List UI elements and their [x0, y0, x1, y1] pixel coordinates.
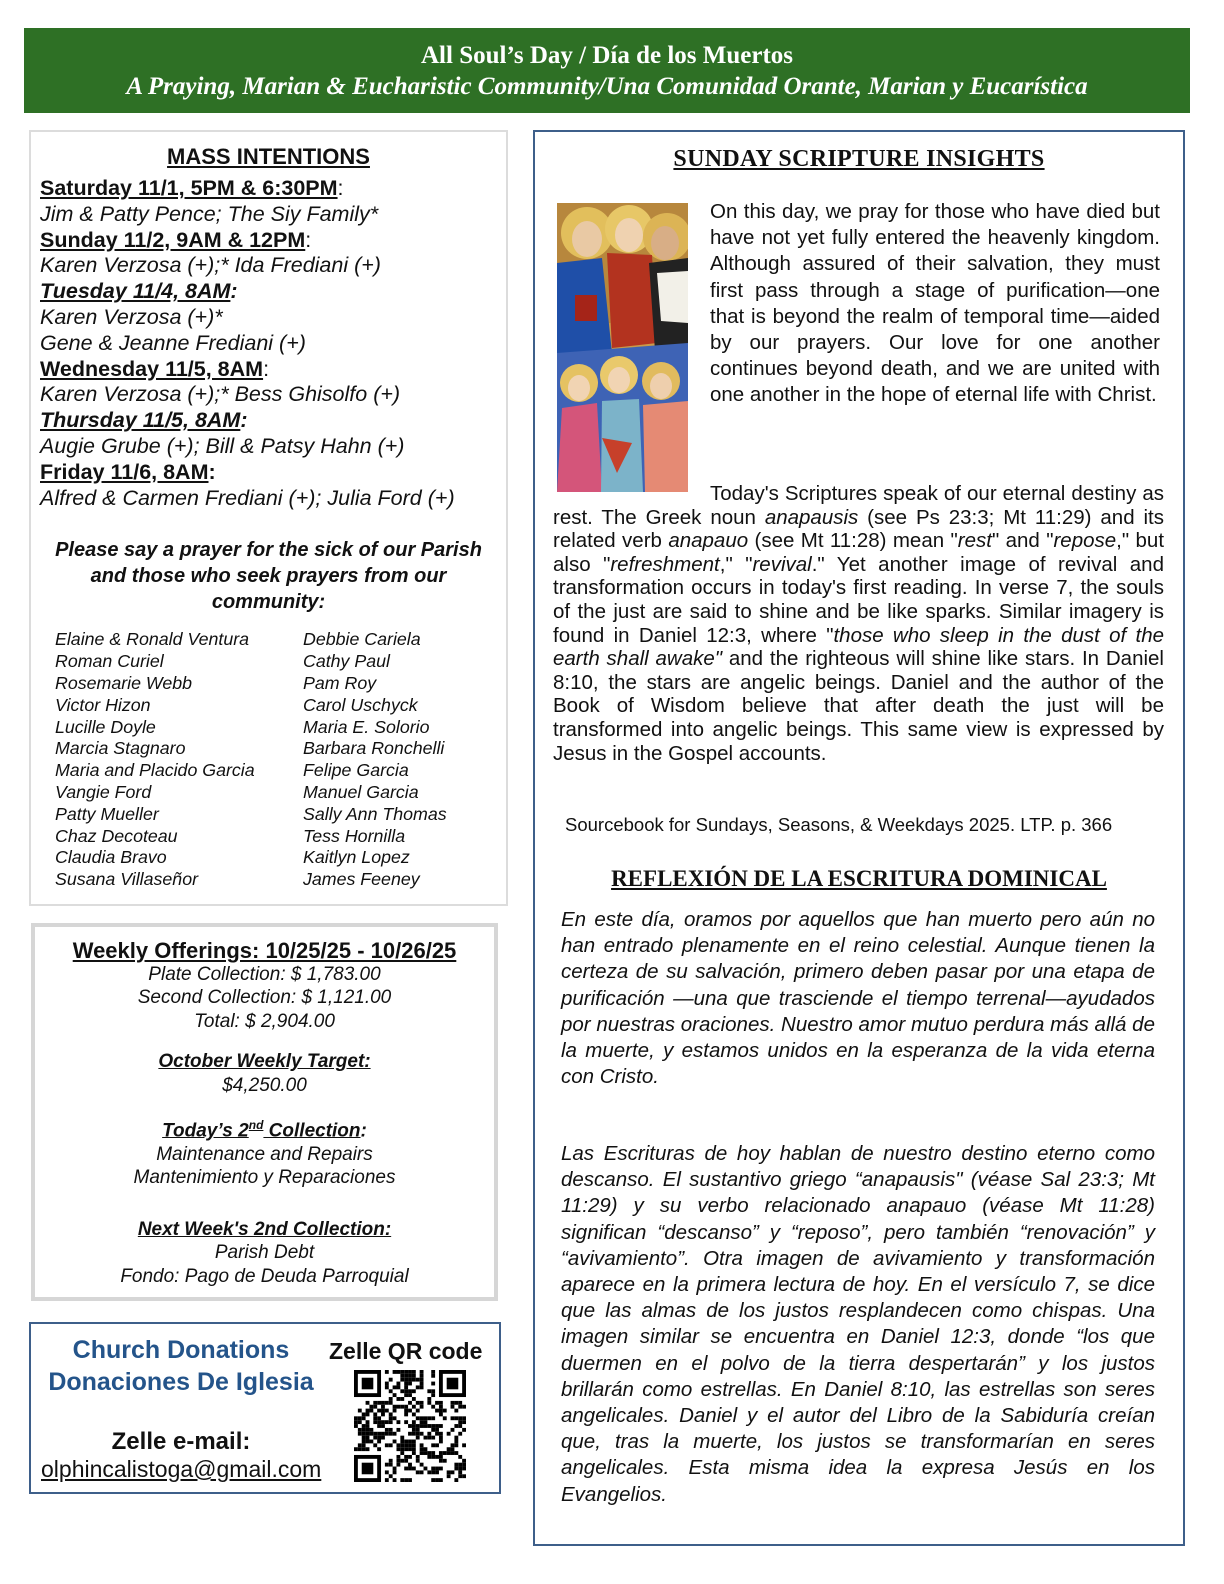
donations-title-es: Donaciones De Iglesia: [48, 1368, 314, 1396]
sick-list-item: Claudia Bravo: [55, 847, 167, 868]
sick-list-item: Marcia Stagnaro: [55, 738, 186, 759]
banner-subtitle: A Praying, Marian & Eucharistic Community/Una Comunidad Orante, Marian y Eucarística: [126, 73, 1088, 100]
next-collection-label: Next Week's 2nd Collection:: [137, 1218, 392, 1240]
intention-names: Karen Verzosa (+);* Bess Ghisolfo (+): [40, 382, 401, 407]
sick-list-item: Sally Ann Thomas: [303, 803, 447, 824]
intention-names: Karen Verzosa (+)*: [40, 304, 223, 329]
target-label: October Weekly Target:: [158, 1051, 371, 1072]
today-collection-label: [35, 1114, 494, 1143]
scripture-insights-box: [533, 130, 1185, 1546]
sick-list-item: Tess Hornilla: [303, 825, 406, 846]
sick-list-item: Lucille Doyle: [55, 716, 156, 737]
reflexion-paragraph-1: En este día, oramos por aquellos que han muerto pero aún no han entrado plenamente en el reino celestial. Aunque tienen la certeza de su salvación, primero deben pasar por una etapa de purificación —una que trasciende el tiempo terrenal—ayudados por nuestras oraciones. Nuestro amor mutuo perdura más allá de la muerte, y estamos unidos en la esperanza de la vida eterna con Cristo.: [561, 908, 1155, 1089]
sick-list-item: Carol Uschyck: [303, 694, 418, 715]
prayer-request: Please say a prayer for the sick of our Parish and those who seek prayers from our community:: [55, 539, 482, 614]
banner-title: All Soul’s Day / Día de los Muertos: [421, 42, 793, 69]
reflexion-paragraph-2: Las Escrituras de hoy hablan de nuestro destino eterno como descanso. El sustantivo griego “anapausis" (véase Sal 23:3; Mt 11:29) y su verbo relacionado anapauo (véase Mt 11:28) significan “descanso” y “reposo”, pero también “renovación” y “avivamiento”. Otra imagen de avivamiento y transformación aparece en la primera lectura de hoy. En el versículo 7, se dice que las almas de los justos resplandecen como chispas. Una imagen similar se encuentra en Daniel 12:3, donde “los que duermen en el polvo de la tierra despertarán” y los justos brillarán como estrellas. En Daniel 8:10, las estrellas son seres angelicales. Daniel y el autor del Libro de la Sabiduría creían que, tras la muerte, los justos se transformarían en seres angelicales. Esta misma idea la expresa Jesús en los Evangelios.: [561, 1142, 1155, 1506]
intention-colon: :: [208, 459, 216, 484]
second-collection: Second Collection: $ 1,121.00: [137, 987, 392, 1008]
sick-list-item: Cathy Paul: [303, 651, 390, 672]
sick-list-item: Debbie Cariela: [303, 629, 421, 650]
intention-colon: :: [305, 227, 312, 252]
today-collection-es: Mantenimiento y Reparaciones: [133, 1167, 396, 1189]
sick-list-item: Maria and Placido Garcia: [55, 760, 255, 781]
sick-list-item: Pam Roy: [303, 672, 377, 693]
sick-list-item: Barbara Ronchelli: [303, 738, 445, 759]
intention-day: Tuesday 11/4, 8AM: [40, 279, 231, 304]
next-collection-en: Parish Debt: [214, 1242, 315, 1264]
today-label-text-2: Collection: [263, 1120, 361, 1142]
intention-day: Friday 11/6, 8AM: [40, 459, 209, 484]
weekly-offerings-box: [31, 923, 498, 1301]
intention-entry: [40, 357, 506, 383]
intention-colon: :: [230, 279, 238, 304]
sick-list-item: Chaz Decoteau: [55, 825, 178, 846]
intention-names: Alfred & Carmen Frediani (+); Julia Ford (+): [40, 485, 455, 510]
intention-day: Saturday 11/1, 5PM & 6:30PM: [40, 176, 338, 200]
sick-list-item: Roman Curiel: [55, 651, 164, 672]
intention-colon: :: [263, 356, 270, 381]
intention-entry: [40, 408, 506, 434]
intention-day: Wednesday 11/5, 8AM: [40, 356, 264, 381]
today-label-text: Today’s 2: [162, 1120, 249, 1142]
sick-list-item: Victor Hizon: [55, 694, 151, 715]
intention-entry: [40, 176, 506, 202]
sick-list-item: Vangie Ford: [55, 781, 152, 802]
zelle-email-label: Zelle e-mail:: [111, 1428, 251, 1455]
header-banner: [24, 28, 1190, 113]
today-label-sup: nd: [248, 1118, 264, 1132]
zelle-email-link[interactable]: olphincalistoga@gmail.com: [41, 1456, 322, 1482]
sick-list-item: Rosemarie Webb: [55, 672, 193, 693]
intention-names: Karen Verzosa (+);* Ida Frediani (+): [40, 253, 381, 278]
mass-intentions-heading: MASS INTENTIONS: [167, 144, 370, 169]
reflexion-heading: REFLEXIÓN DE LA ESCRITURA DOMINICAL: [611, 866, 1107, 891]
scripture-source: Sourcebook for Sundays, Seasons, & Weekdays 2025. LTP. p. 366: [565, 814, 1113, 835]
scripture-paragraph-2: Today's Scriptures speak of our eternal destiny as rest. The Greek noun anapausis (see Ps 23:3; Mt 11:29) and its related verb anapauo (see Mt 11:28) mean "rest" and "repose," but also "refreshment," "revival." Yet another image of revival and transformation occurs in today's first reading. In verse 7, the souls of the just are said to shine and be like sparks. Similar imagery is found in Daniel 12:3, where "those who sleep in the dust of the earth shall awake" and the righteous will shine like stars. In Daniel 8:10, the stars are angelic beings. Daniel and the author of the Book of Wisdom believe that after death the just will be transformed into angelic beings. This same view is expressed by Jesus in the Gospel accounts.: [553, 482, 1165, 765]
intention-day: Thursday 11/5, 8AM: [40, 408, 241, 433]
qr-label: Zelle QR code: [329, 1338, 483, 1364]
sick-list-item: Susana Villaseñor: [55, 869, 199, 890]
intention-names: Gene & Jeanne Frediani (+): [40, 330, 306, 355]
sick-list-column-1: [55, 629, 303, 891]
intention-entry: [40, 228, 506, 254]
sick-list-item: James Feeney: [303, 869, 420, 890]
today-collection-en: Maintenance and Repairs: [156, 1143, 373, 1165]
next-collection-es: Fondo: Pago de Deuda Parroquial: [120, 1265, 409, 1287]
sick-list-item: Manuel Garcia: [303, 781, 419, 802]
plate-collection: Plate Collection: $ 1,783.00: [148, 963, 381, 985]
donations-box: [29, 1322, 501, 1494]
intention-colon: :: [240, 408, 248, 433]
donations-title: [31, 1334, 331, 1398]
zelle-qr-code[interactable]: [354, 1370, 466, 1482]
sick-list-item: Patty Mueller: [55, 803, 159, 824]
sick-list-item: Maria E. Solorio: [303, 716, 430, 737]
intention-names: Augie Grube (+); Bill & Patsy Hahn (+): [40, 433, 405, 458]
mass-intentions-box: [29, 130, 508, 906]
donations-title-en: Church Donations: [72, 1336, 290, 1364]
scripture-paragraph-1: On this day, we pray for those who have died but have not yet fully entered the heavenly kingdom. Although assured of their salvation, they must first pass through a stage of purification—one that is beyond the realm of temporal time—aided by our prayers. Our love for one another continues beyond death, and we are united with one another in the hope of eternal life with Christ.: [710, 200, 1160, 407]
offerings-heading: Weekly Offerings: 10/25/25 - 10/26/25: [72, 938, 457, 963]
sick-list: [31, 629, 506, 891]
today-label-colon: :: [360, 1120, 367, 1142]
sick-list-item: Elaine & Ronald Ventura: [55, 629, 250, 650]
intention-entry: [40, 460, 506, 486]
scripture-heading: SUNDAY SCRIPTURE INSIGHTS: [673, 146, 1045, 172]
sick-list-item: Kaitlyn Lopez: [303, 847, 410, 868]
intention-names: Jim & Patty Pence; The Siy Family*: [40, 201, 379, 226]
intention-entry: [40, 279, 506, 305]
mass-intentions-list: [31, 176, 506, 511]
sick-list-column-2: [303, 629, 447, 891]
target-value: $4,250.00: [222, 1074, 307, 1096]
intention-colon: :: [337, 176, 344, 200]
offerings-total: Total: $ 2,904.00: [194, 1010, 335, 1032]
sick-list-item: Felipe Garcia: [303, 760, 409, 781]
intention-day: Sunday 11/2, 9AM & 12PM: [40, 227, 306, 252]
saints-painting-image: [557, 203, 688, 492]
